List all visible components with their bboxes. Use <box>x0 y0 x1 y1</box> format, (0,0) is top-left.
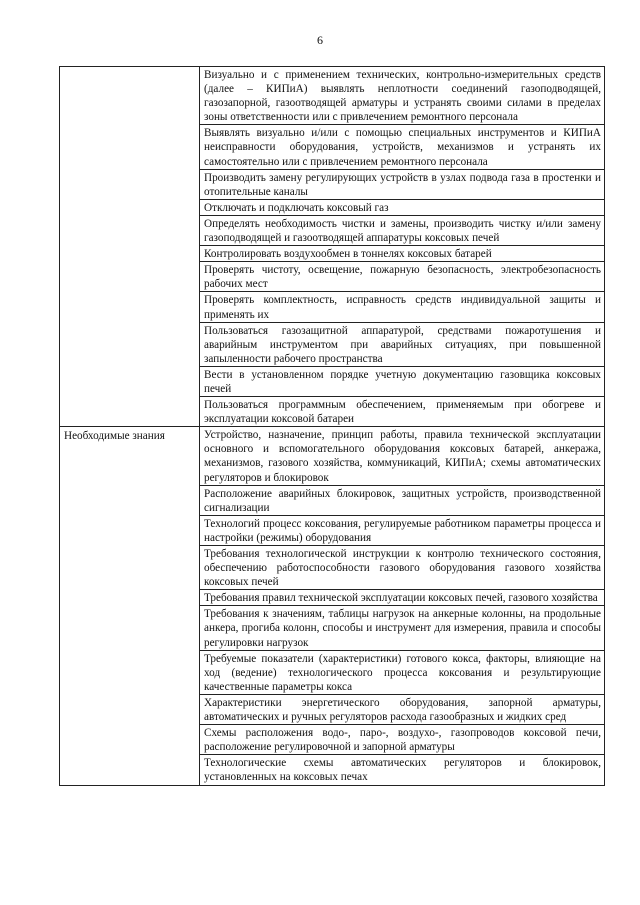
requirement-item: Расположение аварийных блокировок, защитных устройств, производственной сигнализации <box>200 485 605 515</box>
section-label-cell: Необходимые знания <box>60 427 200 785</box>
table-row <box>60 427 605 485</box>
requirement-item: Контролировать воздухообмен в тоннелях коксовых батарей <box>200 246 605 262</box>
requirement-item: Вести в установленном порядке учетную документацию газовщика коксовых печей <box>200 366 605 396</box>
requirement-item: Требования правил технической эксплуатации коксовых печей, газового хозяйства <box>200 590 605 606</box>
requirement-item: Пользоваться газозащитной аппаратурой, средствами пожаротушения и аварийным инструментом при аварийных ситуациях, при повышенной запыленности рабочего пространства <box>200 322 605 366</box>
requirement-item: Определять необходимость чистки и замены, производить чистку и/или замену газоподводящей и газоотводящей аппаратуры коксовых печей <box>200 215 605 245</box>
requirement-item: Отключать и подключать коксовый газ <box>200 199 605 215</box>
requirement-item: Проверять комплектность, исправность средств индивидуальной защиты и применять их <box>200 292 605 322</box>
page-number: 6 <box>317 33 323 47</box>
requirement-item: Требования к значениям, таблицы нагрузок на анкерные колонны, на продольные анкера, прогиба колонн, способы и инструмент для измерения, правила и способы регулировки нагрузок <box>200 606 605 650</box>
requirement-item: Схемы расположения водо-, паро-, воздухо-, газопроводов коксовой печи, расположение регулировочной и запорной арматуры <box>200 725 605 755</box>
requirement-item: Характеристики энергетического оборудования, запорной арматуры, автоматических и ручных регуляторов расхода газообразных и жидких сред <box>200 694 605 724</box>
requirement-item: Требуемые показатели (характеристики) готового кокса, факторы, влияющие на ход (ведение) технологического процесса коксования и результирующие качественные параметры кокса <box>200 650 605 694</box>
requirement-item: Визуально и с применением технических, контрольно-измерительных средств (далее – КИПиА) выявлять неплотности соединений газоподводящей, газозапорной, газоотводящей арматуры и устранять своими силами в пределах зоны ответственности или с привлечением ремонтного персонала <box>200 67 605 125</box>
section-label-cell <box>60 67 200 427</box>
requirement-item: Производить замену регулирующих устройств в узлах подвода газа в простенки и отопительные каналы <box>200 169 605 199</box>
requirement-item: Устройство, назначение, принцип работы, правила технической эксплуатации основного и вспомогательного оборудования коксовых батарей, анкеража, механизмов, газового хозяйства, коммуникаций, КИПиА; схемы автоматических регуляторов и блокировок <box>200 427 605 485</box>
table-row <box>60 67 605 125</box>
table-body <box>60 67 605 786</box>
requirement-item: Пользоваться программным обеспечением, применяемым при обогреве и эксплуатации коксовой батареи <box>200 397 605 427</box>
requirement-item: Проверять чистоту, освещение, пожарную безопасность, электробезопасность рабочих мест <box>200 262 605 292</box>
requirements-table <box>59 66 605 786</box>
requirement-item: Технологий процесс коксования, регулируемые работником параметры процесса и настройки (режимы) оборудования <box>200 515 605 545</box>
requirement-item: Технологические схемы автоматических регуляторов и блокировок, установленных на коксовых печах <box>200 755 605 785</box>
requirement-item: Выявлять визуально и/или с помощью специальных инструментов и КИПиА неисправности оборудования, устройств, механизмов и устранять их самостоятельно или с привлечением ремонтного персонала <box>200 125 605 169</box>
requirement-item: Требования технологической инструкции к контролю технического состояния, обеспечению работоспособности газового оборудования газового хозяйства коксовых печей <box>200 546 605 590</box>
